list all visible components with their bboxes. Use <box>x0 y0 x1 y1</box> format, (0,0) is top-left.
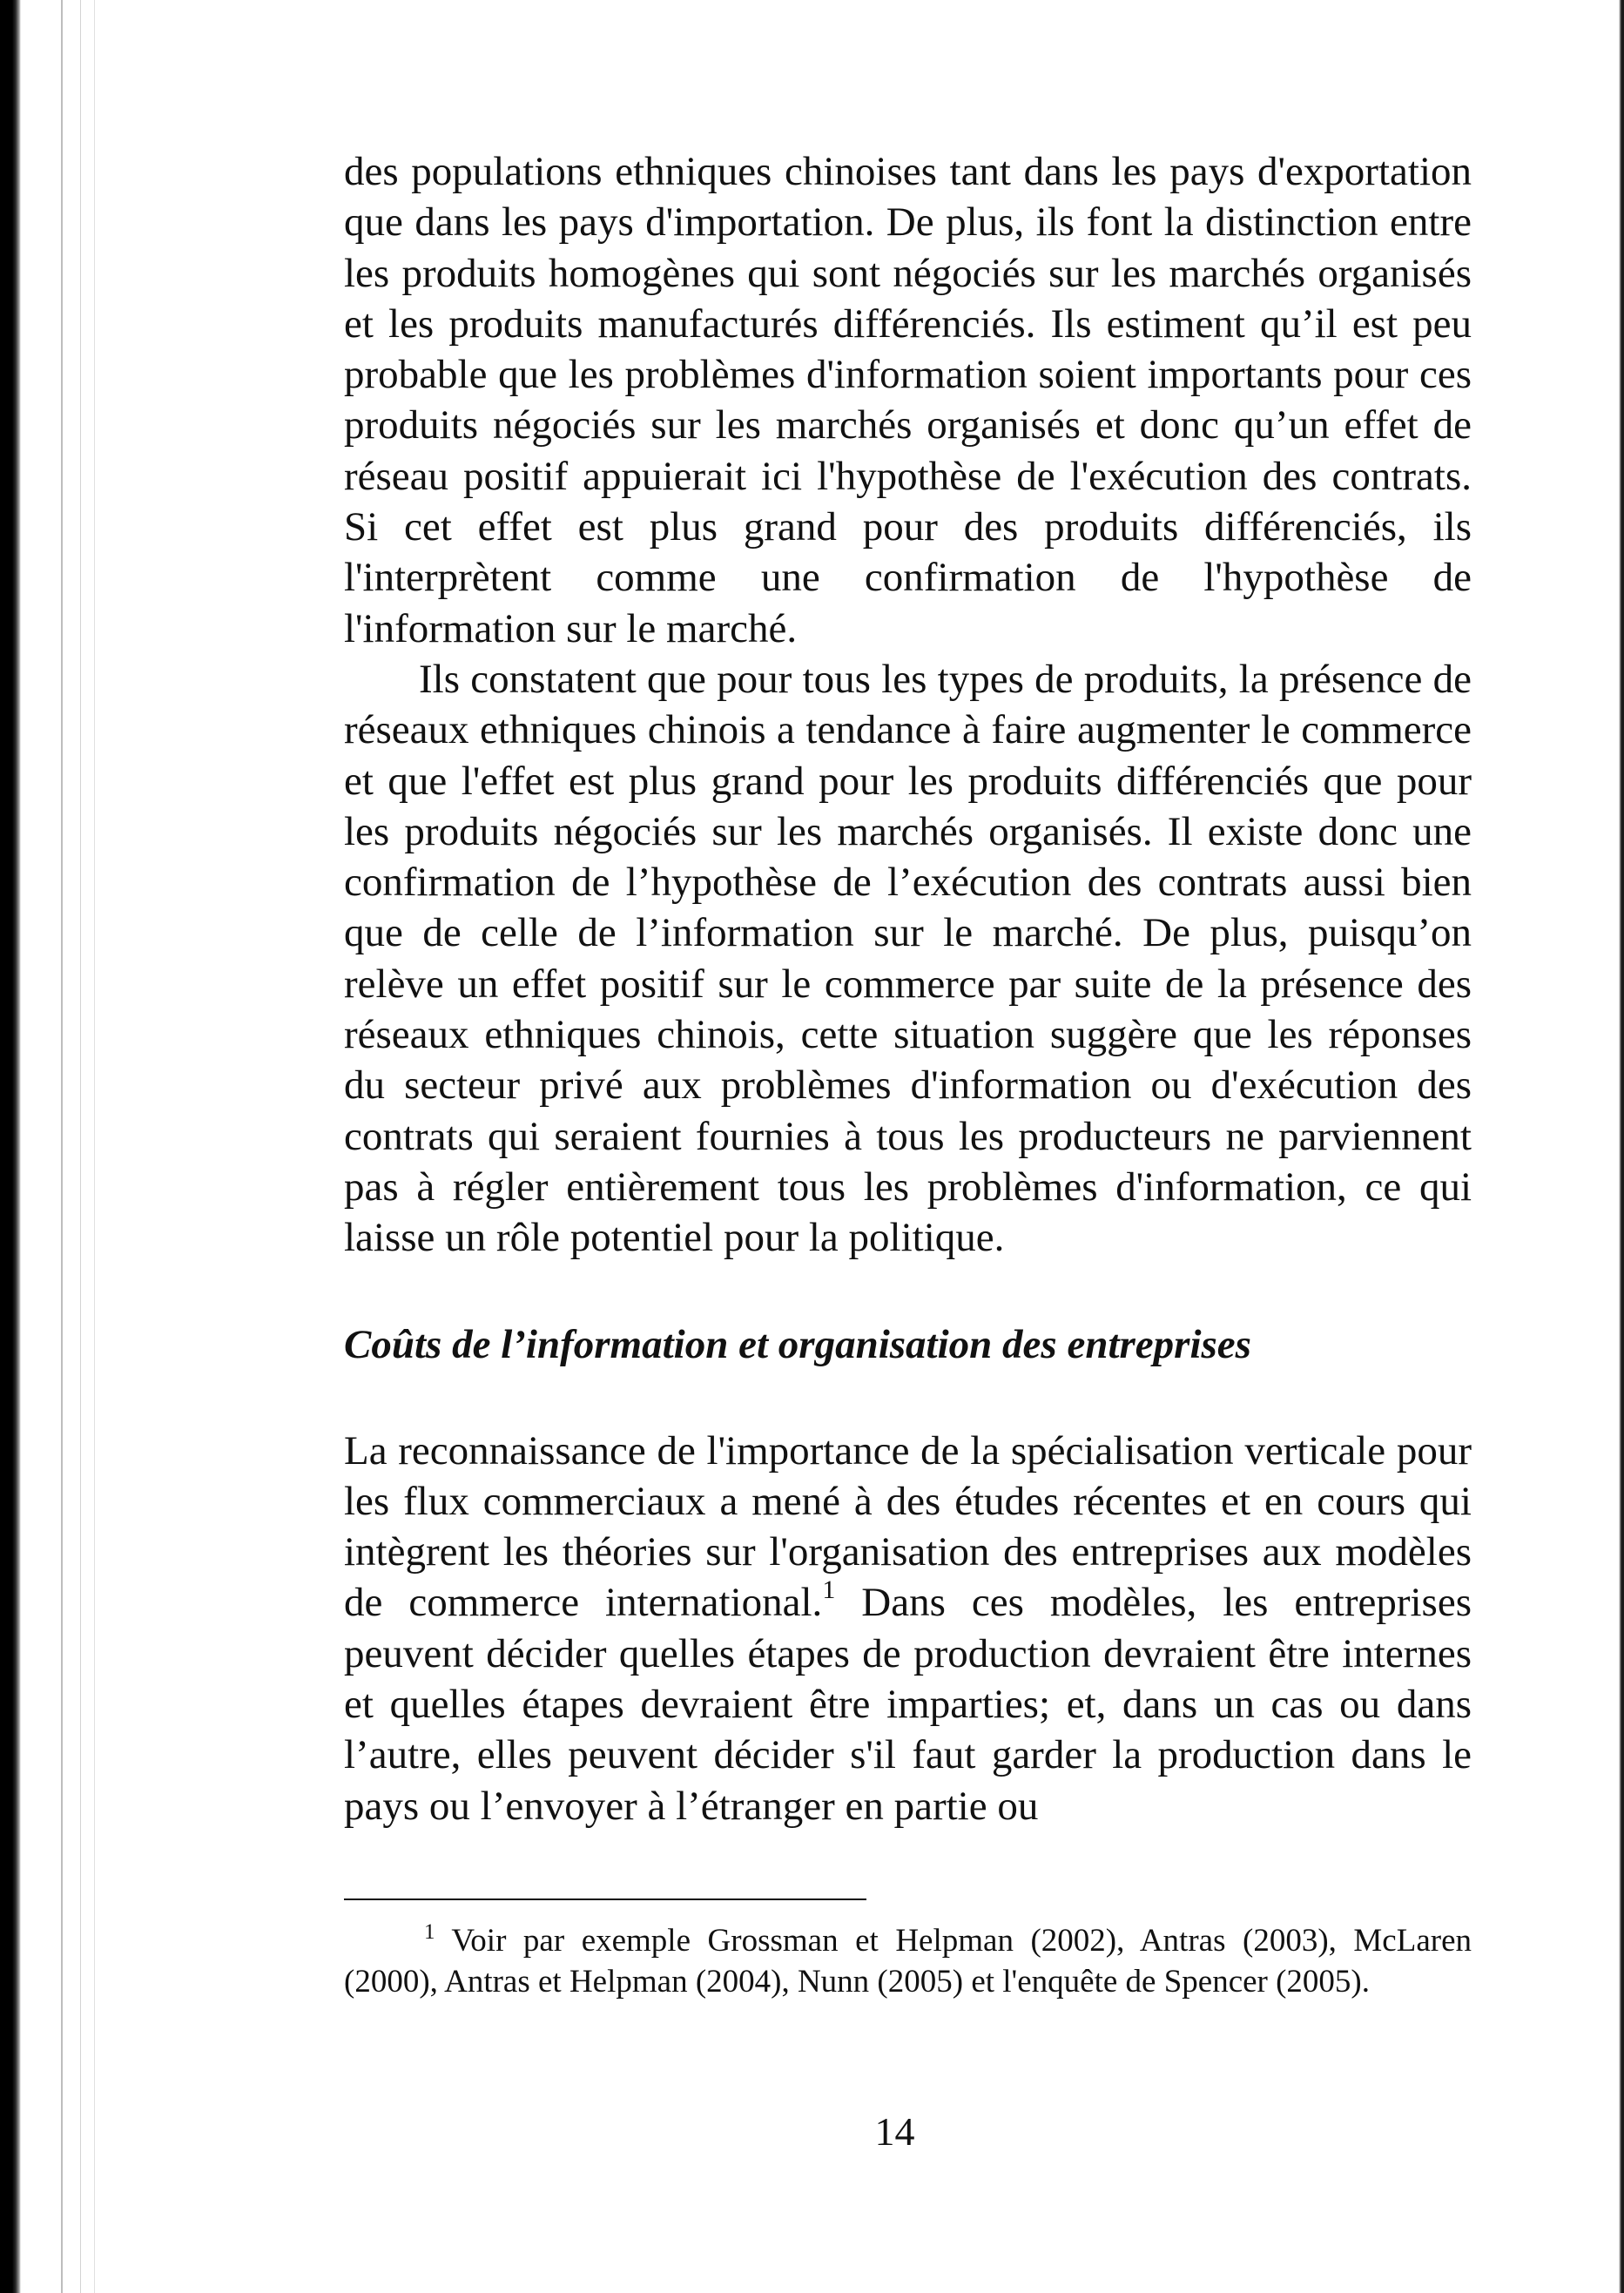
scan-right-edge <box>1619 0 1624 2293</box>
page-number: 14 <box>874 2109 915 2154</box>
footnote-separator <box>344 1898 866 1900</box>
scan-binding-line <box>61 0 63 2293</box>
paragraph-text: La reconnaissance de l'importance de la spécialisation verticale pour les flux commerciaux a mené à des études récentes et en cours qui intègrent les théories sur l'organisation des entreprises aux modèles de commerce international. <box>344 1427 1472 1626</box>
footnote-reference: 1 <box>822 1575 836 1605</box>
body-paragraph: des populations ethniques chinoises tant dans les pays d'exportation que dans les pays d'importation. De plus, ils font la distinction entre les produits homogènes qui sont négociés sur les marchés organisés et les produits manufacturés différenciés. Ils estiment qu’il est peu probable que les problèmes d'information soient importants pour ces produits négociés sur les marchés organisés et donc qu’un effet de réseau positif appuierait ici l'hypothèse de l'exécution des contrats. Si cet effet est plus grand pour des produits différenciés, ils l'interprètent comme une confirmation de l'hypothèse de l'information sur le marché. <box>344 149 1472 651</box>
paragraph-text: Dans ces modèles, les entreprises peuvent décider quelles étapes de production devraient être internes et quelles étapes devraient être imparties; et, dans un cas ou dans l’autre, elles peuvent décider s'il faut garder la production dans le pays ou l’envoyer à l’étranger en partie ou <box>344 1580 1472 1829</box>
page-body <box>344 146 1472 1831</box>
scan-binding-line <box>80 0 81 2293</box>
scan-binding-line <box>94 0 95 2293</box>
footnote-marker: 1 <box>424 1920 435 1944</box>
footnote-text: Voir par exemple Grossman et Helpman (2002), Antras (2003), McLaren (2000), Antras et Helpman (2004), Nunn (2005) et l'enquête de Spencer (2005). <box>344 1923 1472 2000</box>
scan-binding-shadow <box>0 0 21 2293</box>
footnote <box>344 1920 1472 2002</box>
body-paragraph <box>344 1426 1472 1831</box>
body-paragraph: Ils constatent que pour tous les types de produits, la présence de réseaux ethniques chinois a tendance à faire augmenter le commerce et que l'effet est plus grand pour les produits différenciés que pour les produits négociés sur les marchés organisés. Il existe donc une confirmation de l’hypothèse de l’exécution des contrats aussi bien que de celle de l’information sur le marché. De plus, puisqu’on relève un effet positif sur le commerce par suite de la présence des réseaux ethniques chinois, cette situation suggère que les réponses du secteur privé aux problèmes d'information ou d'exécution des contrats qui seraient fournies à tous les producteurs ne parviennent pas à régler entièrement tous les problèmes d'information, ce qui laisse un rôle potentiel pour la politique. <box>344 656 1472 1261</box>
section-heading: Coûts de l’information et organisation des entreprises <box>344 1321 1251 1367</box>
